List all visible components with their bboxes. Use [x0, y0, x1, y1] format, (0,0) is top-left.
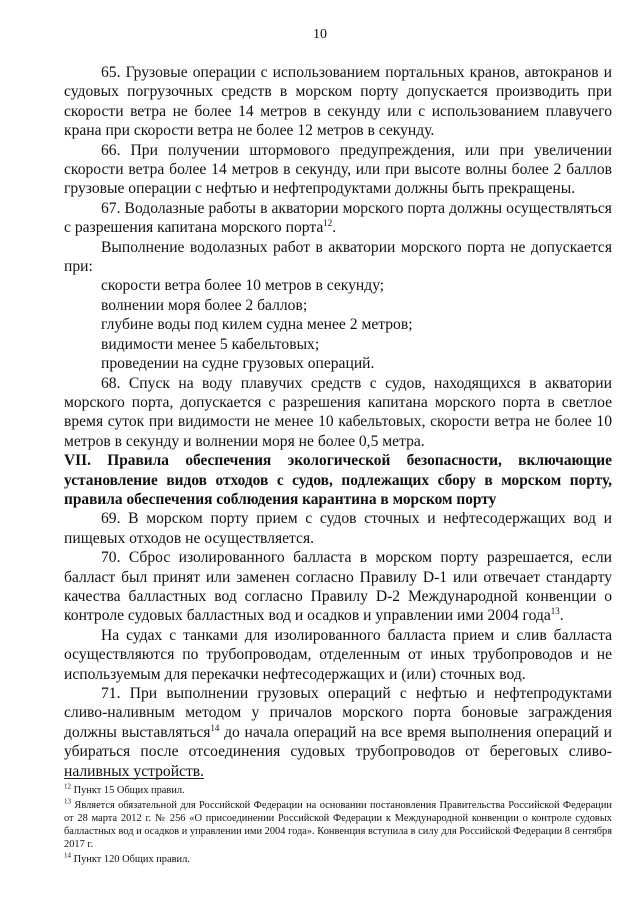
paragraph: [64, 238, 612, 277]
paragraph: [64, 141, 612, 199]
paragraph-text: волнении моря более 2 баллов;: [101, 296, 308, 314]
list-item: [64, 315, 612, 334]
paragraph: [64, 684, 612, 781]
list-item: [64, 354, 612, 373]
footnote-ref: 14: [210, 722, 220, 733]
paragraph: [64, 199, 612, 238]
footnote: [64, 784, 612, 797]
footnote-separator: [64, 778, 204, 779]
paragraph-text: Выполнение водолазных работ в акватории морского порта не допускается при:: [64, 238, 612, 276]
paragraph-text: 68. Спуск на воду плавучих средств с судов, находящихся в акватории морского порта, допускается с разрешения капитана морского порта в светлое время суток при видимости не менее 10 кабельтовых, скорости ветра не более 10 метров в секунду и волнении моря не более 0,5 метра.: [64, 374, 612, 450]
list-item: [64, 296, 612, 315]
section-heading: [64, 451, 612, 509]
footnote-ref: 13: [550, 606, 560, 617]
paragraph: [64, 63, 612, 141]
footnote-ref: 12: [323, 218, 333, 229]
footnote-mark: 14: [64, 851, 71, 860]
paragraph: [64, 626, 612, 684]
footnote-mark: 13: [64, 797, 71, 806]
paragraph-text-tail: до начала операций на все время выполнения операций и убираться после отсоединения судовых трубопроводов от береговых сливо-наливных устройств.: [64, 723, 612, 780]
list-item: [64, 276, 612, 295]
paragraph: [64, 548, 612, 626]
list-item: [64, 335, 612, 354]
footnotes: [64, 784, 612, 868]
paragraph-text: 66. При получении штормового предупреждения, или при увеличении скорости ветра более 14 метров в секунду, или при высоте волны более 2 баллов грузовые операции с нефтью и нефтепродуктами должны быть прекращены.: [64, 141, 612, 198]
document-body: [64, 63, 612, 781]
paragraph-text: 67. Водолазные работы в акватории морского порта должны осуществляться с разрешения капитана морского порта: [64, 199, 612, 237]
paragraph-text-tail: .: [332, 219, 337, 237]
paragraph-text: скорости ветра более 10 метров в секунду;: [101, 277, 385, 295]
page-number: 10: [313, 27, 327, 42]
paragraph-text: 69. В морском порту прием с судов сточных и нефтесодержащих вод и пищевых отходов не осуществляется.: [64, 510, 612, 547]
paragraph-text: глубине воды под килем судна менее 2 метров;: [101, 316, 413, 334]
footnote: [64, 853, 612, 866]
paragraph-text: 70. Сброс изолированного балласта в морском порту разрешается, если балласт был принят или заменен согласно Правилу D-1 или отвечает стандарту качества балластных вод согласно Правилу D-2 Международной конвенции о контроле судовых балластных вод и осадков и управлении ими 2004 года: [64, 549, 612, 625]
paragraph-text: На судах с танками для изолированного балласта прием и слив балласта осуществляются по трубопроводам, отделенным от иных трубопроводов и не используемым для перекачки нефтесодержащих и (или) сточных вод.: [64, 626, 612, 683]
paragraph-text: 71. При выполнении грузовых операций с нефтью и нефтепродуктами сливо-наливным методом у причалов морского порта боновые заграждения должны выставляться: [64, 685, 612, 741]
footnote-text: Является обязательной для Российской Федерации на основании постановления Правительства Российской Федерации от 28 марта 2012 г. № 256 «О присоединении Российской Федерации к Международной конвенции о контроле судовых балластных вод и осадков и управлении ими 2004 года». Конвенция вступила в силу для Российской Федерации 8 сентября 2017 г.: [64, 800, 612, 850]
footnote-text: Пункт 15 Общих правил.: [71, 785, 185, 796]
paragraph-text: проведении на судне грузовых операций.: [101, 355, 375, 373]
footnote-mark: 12: [64, 782, 71, 791]
paragraph-text: видимости менее 5 кабельтовых;: [101, 335, 320, 353]
paragraph-text-tail: .: [559, 607, 564, 625]
section-heading-text: VII. Правила обеспечения экологической безопасности, включающие установление видов отходов с судов, подлежащих сбору в морском порту, правила обеспечения соблюдения карантина в морском порту: [64, 452, 612, 508]
footnote-text: Пункт 120 Общих правил.: [71, 854, 190, 865]
paragraph: [64, 374, 612, 452]
footnote: [64, 799, 612, 851]
paragraph-text: 65. Грузовые операции с использованием портальных кранов, автокранов и судовых погрузочных средств в морском порту допускается производить при скорости ветра не более 14 метров в секунду или с использованием плавучего крана при скорости ветра не более 12 метров в секунду.: [64, 64, 612, 140]
paragraph: [64, 509, 612, 548]
